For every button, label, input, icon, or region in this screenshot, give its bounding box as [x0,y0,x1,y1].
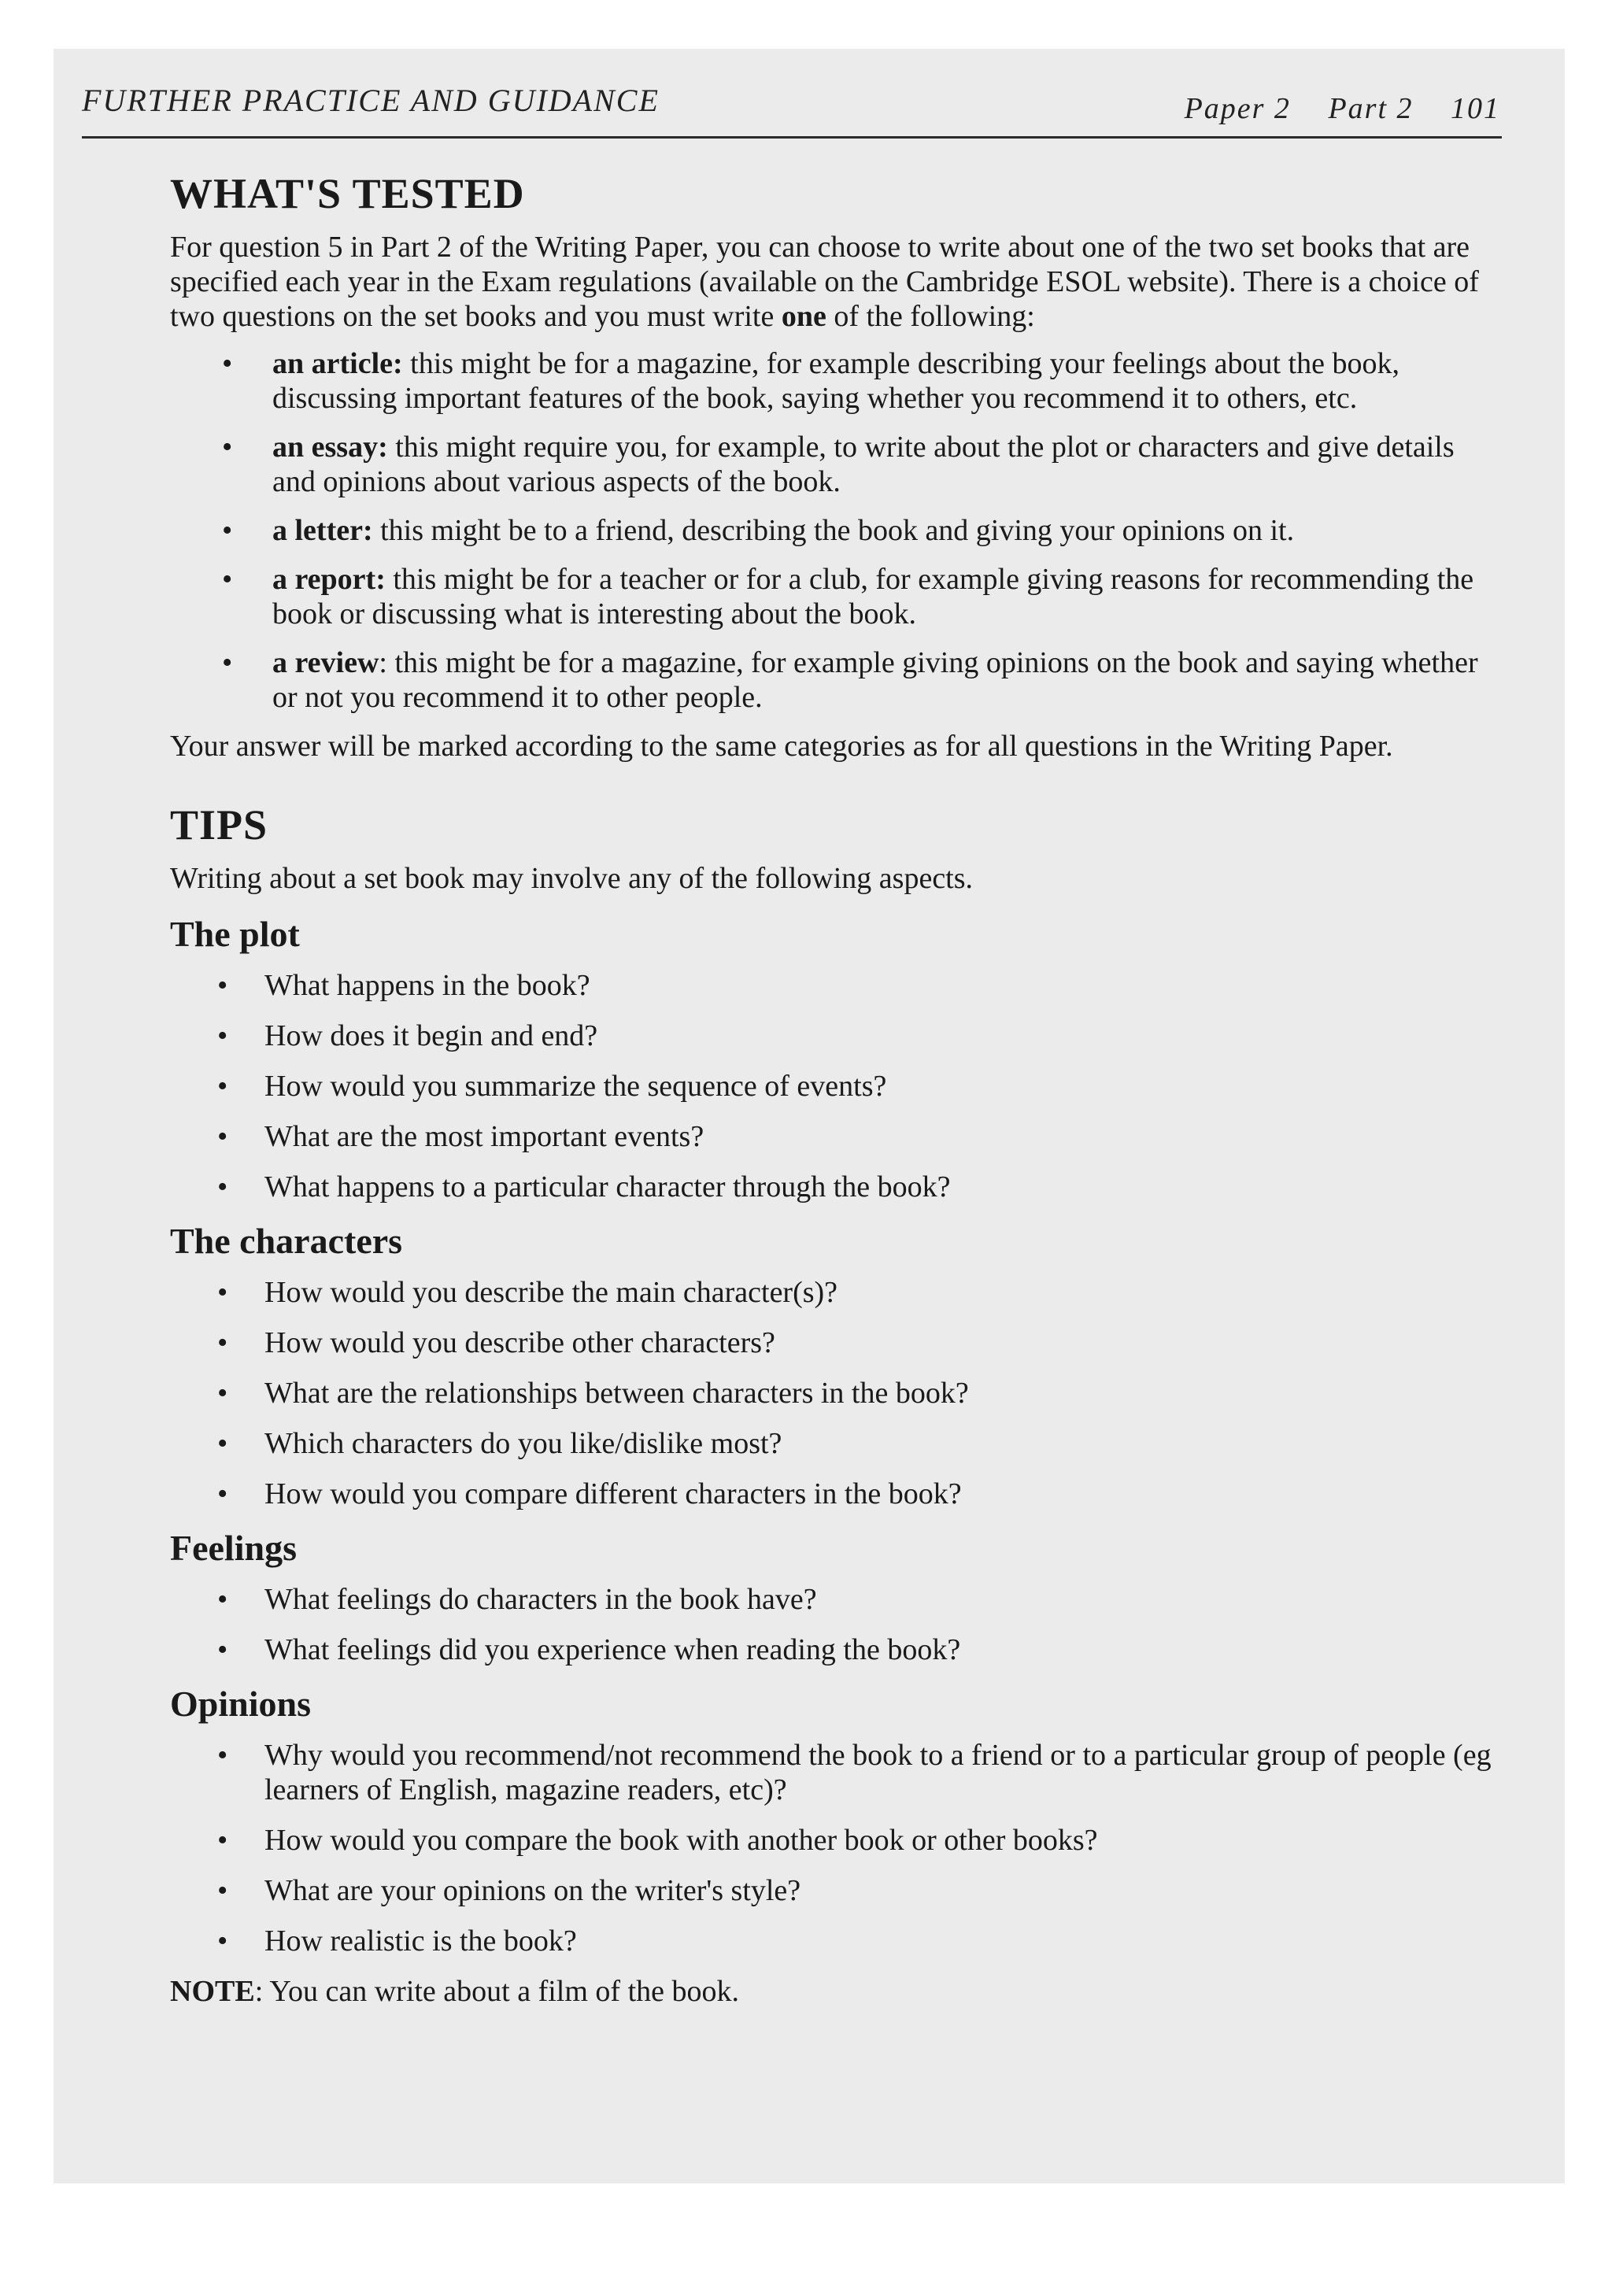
list-item: • What feelings do characters in the book have? [217,1583,817,1616]
whats-tested-intro: For question 5 in Part 2 of the Writing Paper, you can choose to write about one of the two set books that are specified each year in the Exam regulations (available on the Cambridge ESOL website). There is a choice of two questions on the set books and you must write one of the following: [170,231,1479,333]
list-item: • What are your opinions on the writer's style? [217,1874,801,1907]
part-label: Part 2 [1328,92,1414,125]
list-item: • What happens to a particular character through the book? [217,1170,951,1203]
list-item: • How does it begin and end? [217,1019,598,1052]
list-item: • How would you compare the book with another book or other books? [217,1824,1098,1857]
feelings-list [170,1582,1500,1667]
list-item-article: • an article: this might be for a magazine, for example describing your feelings about the book, discussing important features of the book, saying whether you recommend it to others, etc. [222,347,1399,415]
section-title: FURTHER PRACTICE AND GUIDANCE [82,83,660,118]
characters-list [170,1275,1500,1511]
list-item: • How would you describe the main character(s)? [217,1276,838,1309]
page-number: 101 [1451,92,1500,125]
list-item: • What feelings did you experience when reading the book? [217,1633,961,1666]
main-content [170,170,1500,2009]
list-item: • What are the relationships between characters in the book? [217,1377,969,1410]
plot-list [170,968,1500,1204]
plot-heading: The plot [170,914,300,954]
header-rule [82,136,1502,139]
characters-heading: The characters [170,1221,403,1261]
list-item-essay: • an essay: this might require you, for example, to write about the plot or characters and give details and opinions about various aspects of the book. [222,431,1455,498]
running-header [82,82,1500,125]
list-item: • What happens in the book? [217,969,590,1002]
paper-label: Paper 2 [1184,92,1291,125]
note-label: NOTE [170,1975,255,2008]
list-item-letter: • a letter: this might be to a friend, describing the book and giving your opinions on it. [222,514,1295,547]
opinions-heading: Opinions [170,1684,311,1724]
page-reference [1156,91,1500,126]
whats-tested-closing: Your answer will be marked according to the same categories as for all questions in the Writing Paper. [170,730,1393,763]
feelings-heading: Feelings [170,1528,297,1568]
list-item-report: • a report: this might be for a teacher or for a club, for example giving reasons for recommending the book or discussing what is interesting about the book. [222,563,1474,630]
list-item: • How realistic is the book? [217,1924,577,1958]
note: NOTE: You can write about a film of the book. [170,1975,739,2008]
tips-heading: TIPS [170,801,268,849]
list-item: • Which characters do you like/dislike most? [217,1427,782,1460]
tips-intro: Writing about a set book may involve any of the following aspects. [170,862,974,895]
list-item: • How would you describe other characters? [217,1326,775,1359]
opinions-list [170,1738,1500,1958]
list-item: • How would you compare different characters in the book? [217,1477,962,1510]
list-item-review: • a review: this might be for a magazine, for example giving opinions on the book and saying whether or not you recommend it to other people. [222,646,1478,714]
list-item: • Why would you recommend/not recommend the book to a friend or to a particular group of people (eg learners of English, magazine readers, etc)? [217,1739,1492,1806]
task-type-list [170,346,1500,715]
list-item: • What are the most important events? [217,1120,704,1153]
list-item: • How would you summarize the sequence of events? [217,1070,887,1103]
emphasis-one: one [781,300,826,333]
whats-tested-heading: WHAT'S TESTED [170,170,525,217]
